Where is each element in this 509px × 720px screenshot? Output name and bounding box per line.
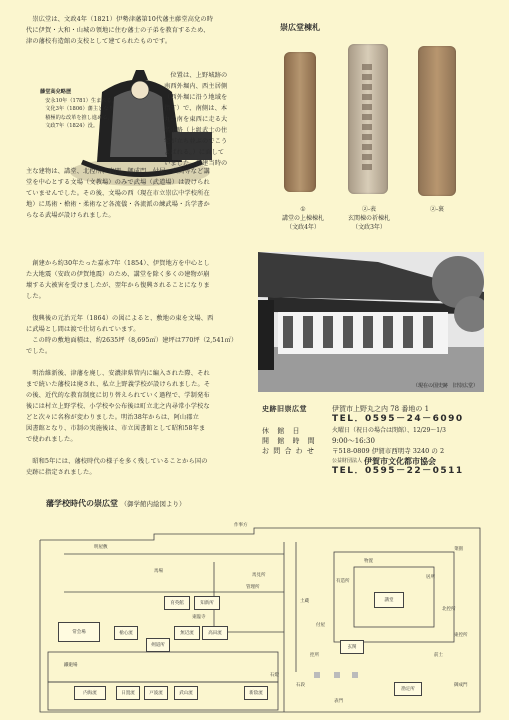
info-address: 伊賀市上野丸之内 78 番地の 1 bbox=[332, 405, 430, 413]
map-label-29: 講堂 bbox=[374, 592, 404, 608]
map-label-21: 新陰流 bbox=[244, 686, 268, 700]
info-tel: TEL．0595－24－6090 bbox=[332, 414, 464, 424]
map-label-28: 控所 bbox=[310, 653, 319, 658]
portrait-caption-lines: 安永10年（1781）生まれる。 文化3年（1806）藩主となり 積極的な改革を推し進める。 文政7年（1824）没。 bbox=[45, 97, 117, 129]
map-label-4: 知新所 bbox=[194, 596, 220, 610]
map-title-row bbox=[46, 498, 186, 509]
info-closed-value: 火曜日（祝日の場合は閉館）、12/29～1/3 bbox=[332, 427, 446, 434]
info-hours-row bbox=[262, 436, 484, 446]
photo-caption: （現在の国史跡 旧崇広堂） bbox=[412, 383, 478, 389]
portrait-caption-title: 藤堂高兌略歴 bbox=[40, 89, 72, 95]
map-label-27: 御成門 bbox=[454, 683, 468, 688]
info-contact-addr: 〒518-0809 伊賀市西明寺 3240 の 2 bbox=[332, 447, 445, 455]
map-label-16: 内海流 bbox=[74, 686, 106, 700]
info-tel-row bbox=[262, 414, 484, 424]
map-label-1: 明屋敷 bbox=[94, 545, 108, 550]
map-label-3: 育英館 bbox=[164, 596, 190, 610]
map-label-24: 石段 bbox=[296, 683, 305, 688]
board-2-back bbox=[418, 46, 456, 196]
map-label-0: 作事方 bbox=[234, 523, 248, 528]
map-label-11: 常会場 bbox=[58, 622, 100, 642]
map-label-13: 剣道所 bbox=[146, 638, 170, 652]
info-title-row bbox=[262, 404, 484, 414]
board-2-front bbox=[348, 44, 388, 194]
map-label-32: 居所 bbox=[426, 575, 435, 580]
map-label-10: 東控所 bbox=[454, 633, 468, 638]
info-org-prefix: 公益財団法人 bbox=[332, 458, 363, 464]
info-box bbox=[262, 404, 484, 496]
map-label-14: 無辺流 bbox=[174, 626, 200, 640]
map-label-26: 玄関 bbox=[340, 640, 364, 654]
info-org: 伊賀市文化都市協会 bbox=[364, 456, 437, 466]
history-later-text: 創建から約30年たった嘉永7年（1854）、伊賀地方を中心とし た大地震（安政の伊賀地震）のため、講堂を除く多くの建物が崩 壊する大被害を受けましたが、翌年から復興されることになりま した。 復興後の元治元年（1864）の図によると、敷地の東を文場、西 に武場とし間は渡で仕切られています。 この時の敷地面積は、約2635坪（8,695㎡）建坪は770坪（2,541㎡） でした。 明治維新後、津藩を廃し、安濃津県管内に編入された際、それ まで続いた藩校は廃され、私立上野義学校が設けられました。そ の後、近代的な教育制度に切り替えられていく過程で、学制発布 後には村立上野学校、小学校や公布後は町立北之内尋常小学校な どと次々に名称が変わりました。明治38年からは、阿山郡立 図書館となり、市制の実施後は、市立図書館として昭和58年ま で使われました。 昭和5年には、藩校時代の様子を多く残していることから国の 史跡に指定されました。 bbox=[26, 260, 238, 476]
info-contact-row bbox=[262, 446, 484, 456]
map-label-25: 土蔵 bbox=[300, 599, 309, 604]
campus-map bbox=[34, 522, 484, 714]
map-label-19: 戸波流 bbox=[144, 686, 168, 700]
info-org-row bbox=[262, 456, 484, 466]
map-label-12: 槍心流 bbox=[114, 626, 138, 640]
map-label-33: 有造所 bbox=[336, 579, 350, 584]
history-full-text: 主な建物は、講堂、北控所、表門、御成門、付屋、玄関等など講 堂を中心とする文場（文教場）のみで武場（武道場）は設けられ ていませんでした。その後、文場の西（現在市立崇広中学校所在 地）に馬術・槍術・柔術など各流儀・各流派の練武場・兵学書か らなる武場が設けられました。 bbox=[26, 168, 210, 219]
map-label-15: 高田流 bbox=[202, 626, 228, 640]
info-hours-label: 開 館 時 間 bbox=[262, 437, 318, 445]
map-label-30: 勘定所 bbox=[394, 682, 422, 696]
info-contact-label: お 問 合 わ せ bbox=[262, 447, 315, 455]
map-title: 藩学校時代の崇広堂 bbox=[46, 498, 118, 508]
board-caption-1: ① 講堂の上棟棟札 （文政4年） bbox=[281, 206, 324, 231]
map-subtitle: （御学館内絵図より） bbox=[120, 500, 186, 508]
board-1 bbox=[284, 52, 316, 192]
portrait-caption bbox=[40, 88, 120, 131]
map-label-18: 日置流 bbox=[116, 686, 140, 700]
map-label-23: 石燈 bbox=[270, 673, 279, 678]
history-side-text: 位置は、上野城跡の 南西外堀内、西主居側 （西外堀に沿う地域を 指す）で、南側は、本 丸の南を東西に走る大 名小路（上級武士の住 宅が立ち並ぶのでこう よばれる。）に面して いました。創建当時の bbox=[164, 72, 228, 167]
boards-title: 崇広堂棟札 bbox=[280, 22, 320, 32]
map-label-20: 武山流 bbox=[174, 686, 198, 700]
info-contact-tel-row bbox=[262, 466, 484, 476]
map-label-2: 馬場 bbox=[154, 569, 163, 574]
map-label-35: 付屋 bbox=[316, 623, 325, 628]
board-caption-2: ②-表 玄関棟の祈棟札 （文政3年） bbox=[347, 206, 390, 231]
building-photo bbox=[258, 252, 484, 392]
map-label-5: 東臨寺 bbox=[192, 615, 206, 620]
map-label-9: 北控所 bbox=[442, 607, 456, 612]
info-hours-value: 9:00～16:30 bbox=[332, 437, 375, 445]
info-closed-label: 休 館 日 bbox=[262, 427, 303, 435]
board-caption-3: ②-裏 bbox=[429, 206, 445, 213]
info-closed-row bbox=[262, 426, 484, 436]
info-contact-tel: TEL．0595－22－0511 bbox=[332, 466, 464, 476]
map-label-8: 菜園 bbox=[454, 547, 463, 552]
map-label-6: 馬見所 bbox=[252, 573, 266, 578]
map-label-31: 物置 bbox=[364, 559, 373, 564]
map-label-7: 管理所 bbox=[246, 585, 260, 590]
map-label-17: 鐵砲場 bbox=[64, 663, 78, 668]
info-title: 史跡旧崇広堂 bbox=[262, 404, 307, 413]
intro-paragraph: 崇広堂は、文政4年（1821）伊勢津藩第10代藩主藤堂高兌の時 代に伊賀・大和・山城の領地に住む藩士の子弟を教育するため、 津の藩校有造館の支校として建てられたものです。 bbox=[26, 16, 214, 45]
map-label-22: 表門 bbox=[334, 699, 343, 704]
map-label-34: 前土 bbox=[434, 653, 443, 658]
